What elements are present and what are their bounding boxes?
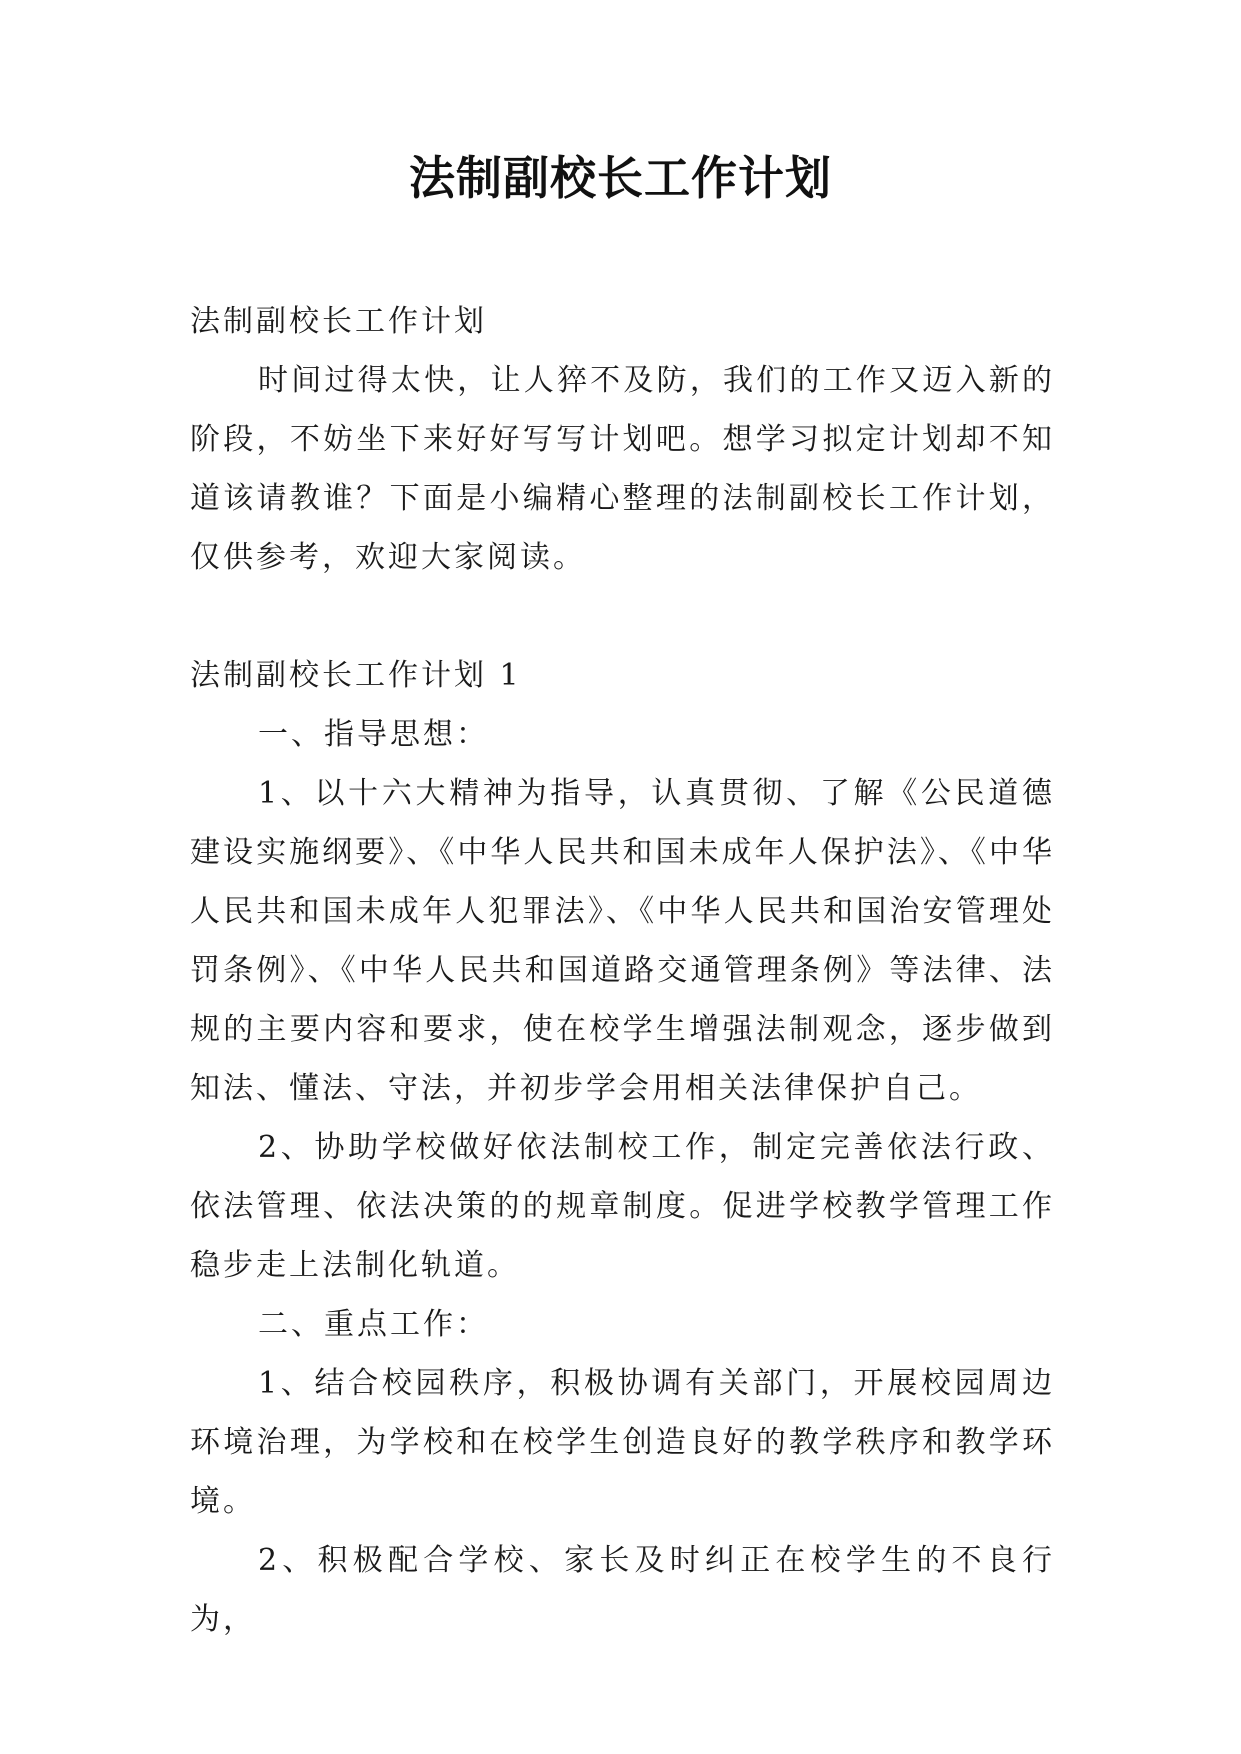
paragraph-item-2: 2、协助学校做好依法制校工作，制定完善依法行政、依法管理、依法决策的的规章制度。促进学校教学管理工作稳步走上法制化轨道。	[190, 1130, 1055, 1283]
heading-guiding-thought: 一、指导思想：	[258, 717, 489, 752]
paragraph-item-1: 1、以十六大精神为指导，认真贯彻、了解《公民道德建设实施纲要》、《中华人民共和国未成年人保护法》、《中华人民共和国未成年人犯罪法》、《中华人民共和国治安管理处罚条例》、《中华人民共和国道路交通管理条例》等法律、法规的主要内容和要求，使在校学生增强法制观念，逐步做到知法、懂法、守法，并初步学会用相关法律保护自己。	[190, 776, 1055, 1106]
paragraph-key-work-2: 2、积极配合学校、家长及时纠正在校学生的不良行为，	[190, 1543, 1055, 1637]
paragraph-key-work-1: 1、结合校园秩序，积极协调有关部门，开展校园周边环境治理，为学校和在校学生创造良好的教学秩序和教学环境。	[190, 1366, 1055, 1519]
section-heading: 法制副校长工作计划 1	[190, 658, 522, 693]
heading-key-work: 二、重点工作：	[258, 1307, 489, 1342]
document-body	[190, 292, 1055, 1649]
subtitle-paragraph: 法制副校长工作计划	[190, 304, 487, 339]
document-title: 法制副校长工作计划	[409, 151, 832, 205]
intro-paragraph: 时间过得太快，让人猝不及防，我们的工作又迈入新的阶段，不妨坐下来好好写写计划吧。想学习拟定计划却不知道该请教谁？下面是小编精心整理的法制副校长工作计划，仅供参考，欢迎大家阅读。	[190, 363, 1055, 575]
